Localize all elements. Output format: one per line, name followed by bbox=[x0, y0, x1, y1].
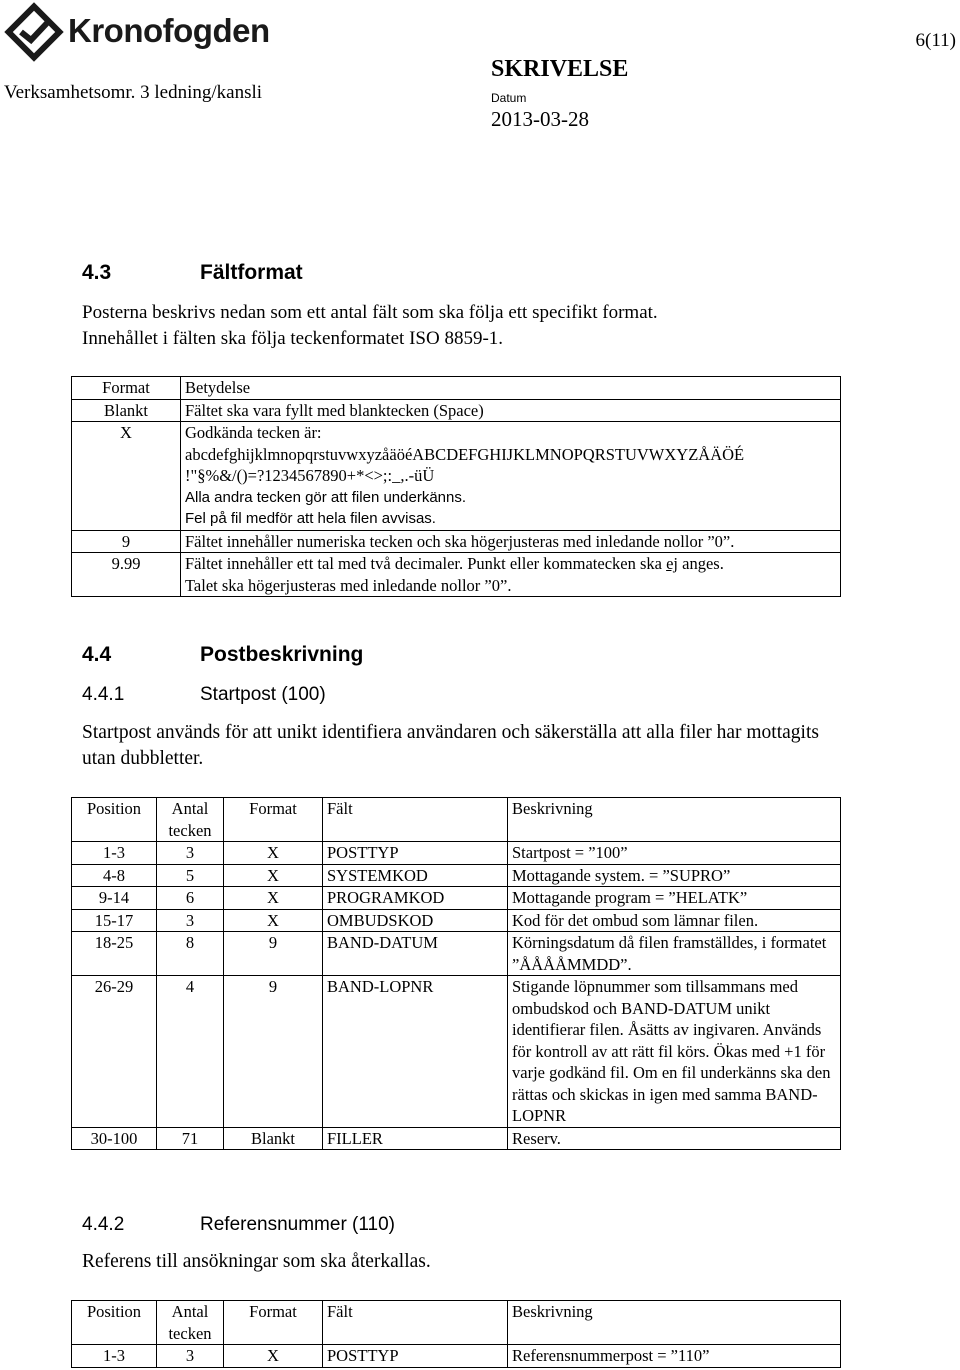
header-position: Position bbox=[72, 798, 157, 842]
betydelse-cell bbox=[181, 553, 841, 597]
besk-cell: Mottagande system. = ”SUPRO” bbox=[508, 864, 841, 887]
table-row bbox=[72, 976, 841, 1128]
kronofogden-logo bbox=[4, 2, 270, 62]
section-4-3-heading bbox=[82, 261, 303, 285]
document-type: SKRIVELSE bbox=[491, 56, 629, 82]
header-falt: Fält bbox=[323, 1301, 508, 1345]
pos-cell: 15-17 bbox=[72, 909, 157, 932]
referensnummer-rows bbox=[72, 1345, 841, 1368]
cell-line bbox=[185, 553, 836, 575]
text-span: Fältet innehåller ett tal med två decimaler. Punkt eller kommatecken ska bbox=[185, 554, 667, 573]
falt-cell: OMBUDSKOD bbox=[323, 909, 508, 932]
header-antal bbox=[157, 798, 224, 842]
cell-line: abcdefghijklmnopqrstuvwxyzåäöéABCDEFGHIJKLMNOPQRSTUVWXYZÅÄÖÉ bbox=[185, 444, 745, 464]
cell-line: Godkända tecken är: bbox=[185, 423, 322, 442]
startpost-table bbox=[71, 797, 841, 1150]
antal-cell: 4 bbox=[157, 976, 224, 1128]
logo-text: Kronofogden bbox=[68, 12, 270, 49]
logo-diamond-icon bbox=[4, 2, 64, 62]
section-number: 4.4.2 bbox=[82, 1214, 125, 1235]
pos-cell: 1-3 bbox=[72, 842, 157, 865]
cell-line: Fältet ska vara fyllt med blanktecken (Space) bbox=[185, 400, 484, 420]
cell-line: Fältet innehåller numeriska tecken och ska högerjusteras med inledande nollor ”0”. bbox=[185, 531, 735, 551]
section-4-3-text bbox=[82, 300, 842, 352]
table-header-row bbox=[72, 1301, 841, 1345]
header-betydelse: Betydelse bbox=[181, 377, 841, 400]
table-row bbox=[72, 887, 841, 910]
falt-cell: PROGRAMKOD bbox=[323, 887, 508, 910]
page-number: 6(11) bbox=[915, 30, 956, 51]
antal-cell: 6 bbox=[157, 887, 224, 910]
cell-line: Talet ska högerjusteras med inledande nollor ”0”. bbox=[185, 575, 512, 595]
falt-cell: SYSTEMKOD bbox=[323, 864, 508, 887]
format-cell: X bbox=[72, 422, 181, 531]
betydelse-cell bbox=[181, 399, 841, 422]
cell-line: !"§%&/()=?1234567890+*<>;:_,.-üÜ bbox=[185, 466, 435, 485]
header-beskrivning: Beskrivning bbox=[508, 798, 841, 842]
section-4-4-1-heading bbox=[82, 684, 326, 706]
header-antal bbox=[157, 1301, 224, 1345]
header-line: tecken bbox=[168, 820, 212, 840]
startpost-rows bbox=[72, 842, 841, 1150]
table-row bbox=[72, 842, 841, 865]
header-position: Position bbox=[72, 1301, 157, 1345]
underlined-text: ej bbox=[666, 554, 679, 573]
falt-cell: BAND-DATUM bbox=[323, 932, 508, 976]
format-cell: X bbox=[224, 887, 323, 910]
referensnummer-table bbox=[71, 1300, 841, 1368]
section-title: Fältformat bbox=[200, 261, 303, 284]
table-row bbox=[72, 399, 841, 422]
table-row bbox=[72, 553, 841, 597]
header-format: Format bbox=[224, 798, 323, 842]
section-title: Startpost (100) bbox=[200, 684, 326, 705]
header-falt: Fält bbox=[323, 798, 508, 842]
besk-cell: Mottagande program = ”HELATK” bbox=[508, 887, 841, 910]
format-cell: 9 bbox=[224, 976, 323, 1128]
section-4-4-2-heading bbox=[82, 1214, 395, 1236]
section-title: Referensnummer (110) bbox=[200, 1214, 396, 1235]
cell-line: Alla andra tecken gör att filen underkänns. bbox=[185, 488, 467, 506]
table-row bbox=[72, 422, 841, 531]
table-row bbox=[72, 909, 841, 932]
format-cell: Blankt bbox=[72, 399, 181, 422]
antal-cell: 3 bbox=[157, 1345, 224, 1368]
format-cell: 9.99 bbox=[72, 553, 181, 597]
header-beskrivning: Beskrivning bbox=[508, 1301, 841, 1345]
besk-cell: Kod för det ombud som lämnar filen. bbox=[508, 909, 841, 932]
falt-cell: BAND-LOPNR bbox=[323, 976, 508, 1128]
table-row bbox=[72, 864, 841, 887]
besk-cell: Referensnummerpost = ”110” bbox=[508, 1345, 841, 1368]
header-line: Antal bbox=[171, 1302, 209, 1321]
section-number: 4.4 bbox=[82, 643, 112, 666]
betydelse-cell bbox=[181, 530, 841, 553]
antal-cell: 3 bbox=[157, 842, 224, 865]
table-header-row bbox=[72, 798, 841, 842]
section-4-4-heading bbox=[82, 643, 363, 667]
format-cell: 9 bbox=[72, 530, 181, 553]
pos-cell: 30-100 bbox=[72, 1127, 157, 1150]
header-format: Format bbox=[72, 377, 181, 400]
pos-cell: 26-29 bbox=[72, 976, 157, 1128]
format-cell: X bbox=[224, 909, 323, 932]
table-row bbox=[72, 932, 841, 976]
antal-cell: 5 bbox=[157, 864, 224, 887]
pos-cell: 1-3 bbox=[72, 1345, 157, 1368]
format-cell: X bbox=[224, 842, 323, 865]
section-number: 4.3 bbox=[82, 261, 112, 284]
section-number: 4.4.1 bbox=[82, 684, 125, 705]
section-4-4-1-text: Startpost används för att unikt identifiera användaren och säkerställa att alla filer har mottagits utan dubbletter. bbox=[82, 722, 819, 769]
format-cell: 9 bbox=[224, 932, 323, 976]
format-table bbox=[71, 376, 841, 597]
header-line: tecken bbox=[168, 1323, 212, 1343]
paragraph-line: Posterna beskrivs nedan som ett antal fält som ska följa ett specifikt format. bbox=[82, 302, 658, 323]
antal-cell: 71 bbox=[157, 1127, 224, 1150]
besk-cell: Reserv. bbox=[508, 1127, 841, 1150]
pos-cell: 9-14 bbox=[72, 887, 157, 910]
paragraph-line: Innehållet i fälten ska följa teckenformatet ISO 8859-1. bbox=[82, 328, 504, 349]
department: Verksamhetsomr. 3 ledning/kansli bbox=[4, 82, 263, 103]
falt-cell: POSTTYP bbox=[323, 1345, 508, 1368]
table-row bbox=[72, 1345, 841, 1368]
format-cell: Blankt bbox=[224, 1127, 323, 1150]
format-cell: X bbox=[224, 864, 323, 887]
besk-cell: Körningsdatum då filen framställdes, i formatet ”ÅÅÅÅMMDD”. bbox=[508, 932, 841, 976]
pos-cell: 18-25 bbox=[72, 932, 157, 976]
header-line: Antal bbox=[171, 799, 209, 818]
table-row bbox=[72, 530, 841, 553]
antal-cell: 3 bbox=[157, 909, 224, 932]
table-row bbox=[72, 1127, 841, 1150]
text-span: anges. bbox=[678, 554, 724, 573]
format-cell: X bbox=[224, 1345, 323, 1368]
falt-cell: FILLER bbox=[323, 1127, 508, 1150]
section-title: Postbeskrivning bbox=[200, 643, 364, 666]
pos-cell: 4-8 bbox=[72, 864, 157, 887]
date-value: 2013-03-28 bbox=[491, 107, 589, 131]
antal-cell: 8 bbox=[157, 932, 224, 976]
table-header-row bbox=[72, 377, 841, 400]
cell-line: Fel på fil medför att hela filen avvisas. bbox=[185, 510, 436, 527]
betydelse-cell bbox=[181, 422, 841, 531]
besk-cell: Startpost = ”100” bbox=[508, 842, 841, 865]
besk-cell: Stigande löpnummer som tillsammans med ombudskod och BAND-DATUM unikt identifierar filen. Åsätts av ingivaren. Används för kontroll av att rätt fil körs. Ökas med +1 för varje godkänd fil. Om en fil underkänns ska den rättas och skickas in igen med samma BAND-LOPNR bbox=[508, 976, 841, 1128]
header-format: Format bbox=[224, 1301, 323, 1345]
date-label: Datum bbox=[491, 91, 527, 105]
section-4-4-2-text: Referens till ansökningar som ska återkallas. bbox=[82, 1251, 431, 1272]
falt-cell: POSTTYP bbox=[323, 842, 508, 865]
